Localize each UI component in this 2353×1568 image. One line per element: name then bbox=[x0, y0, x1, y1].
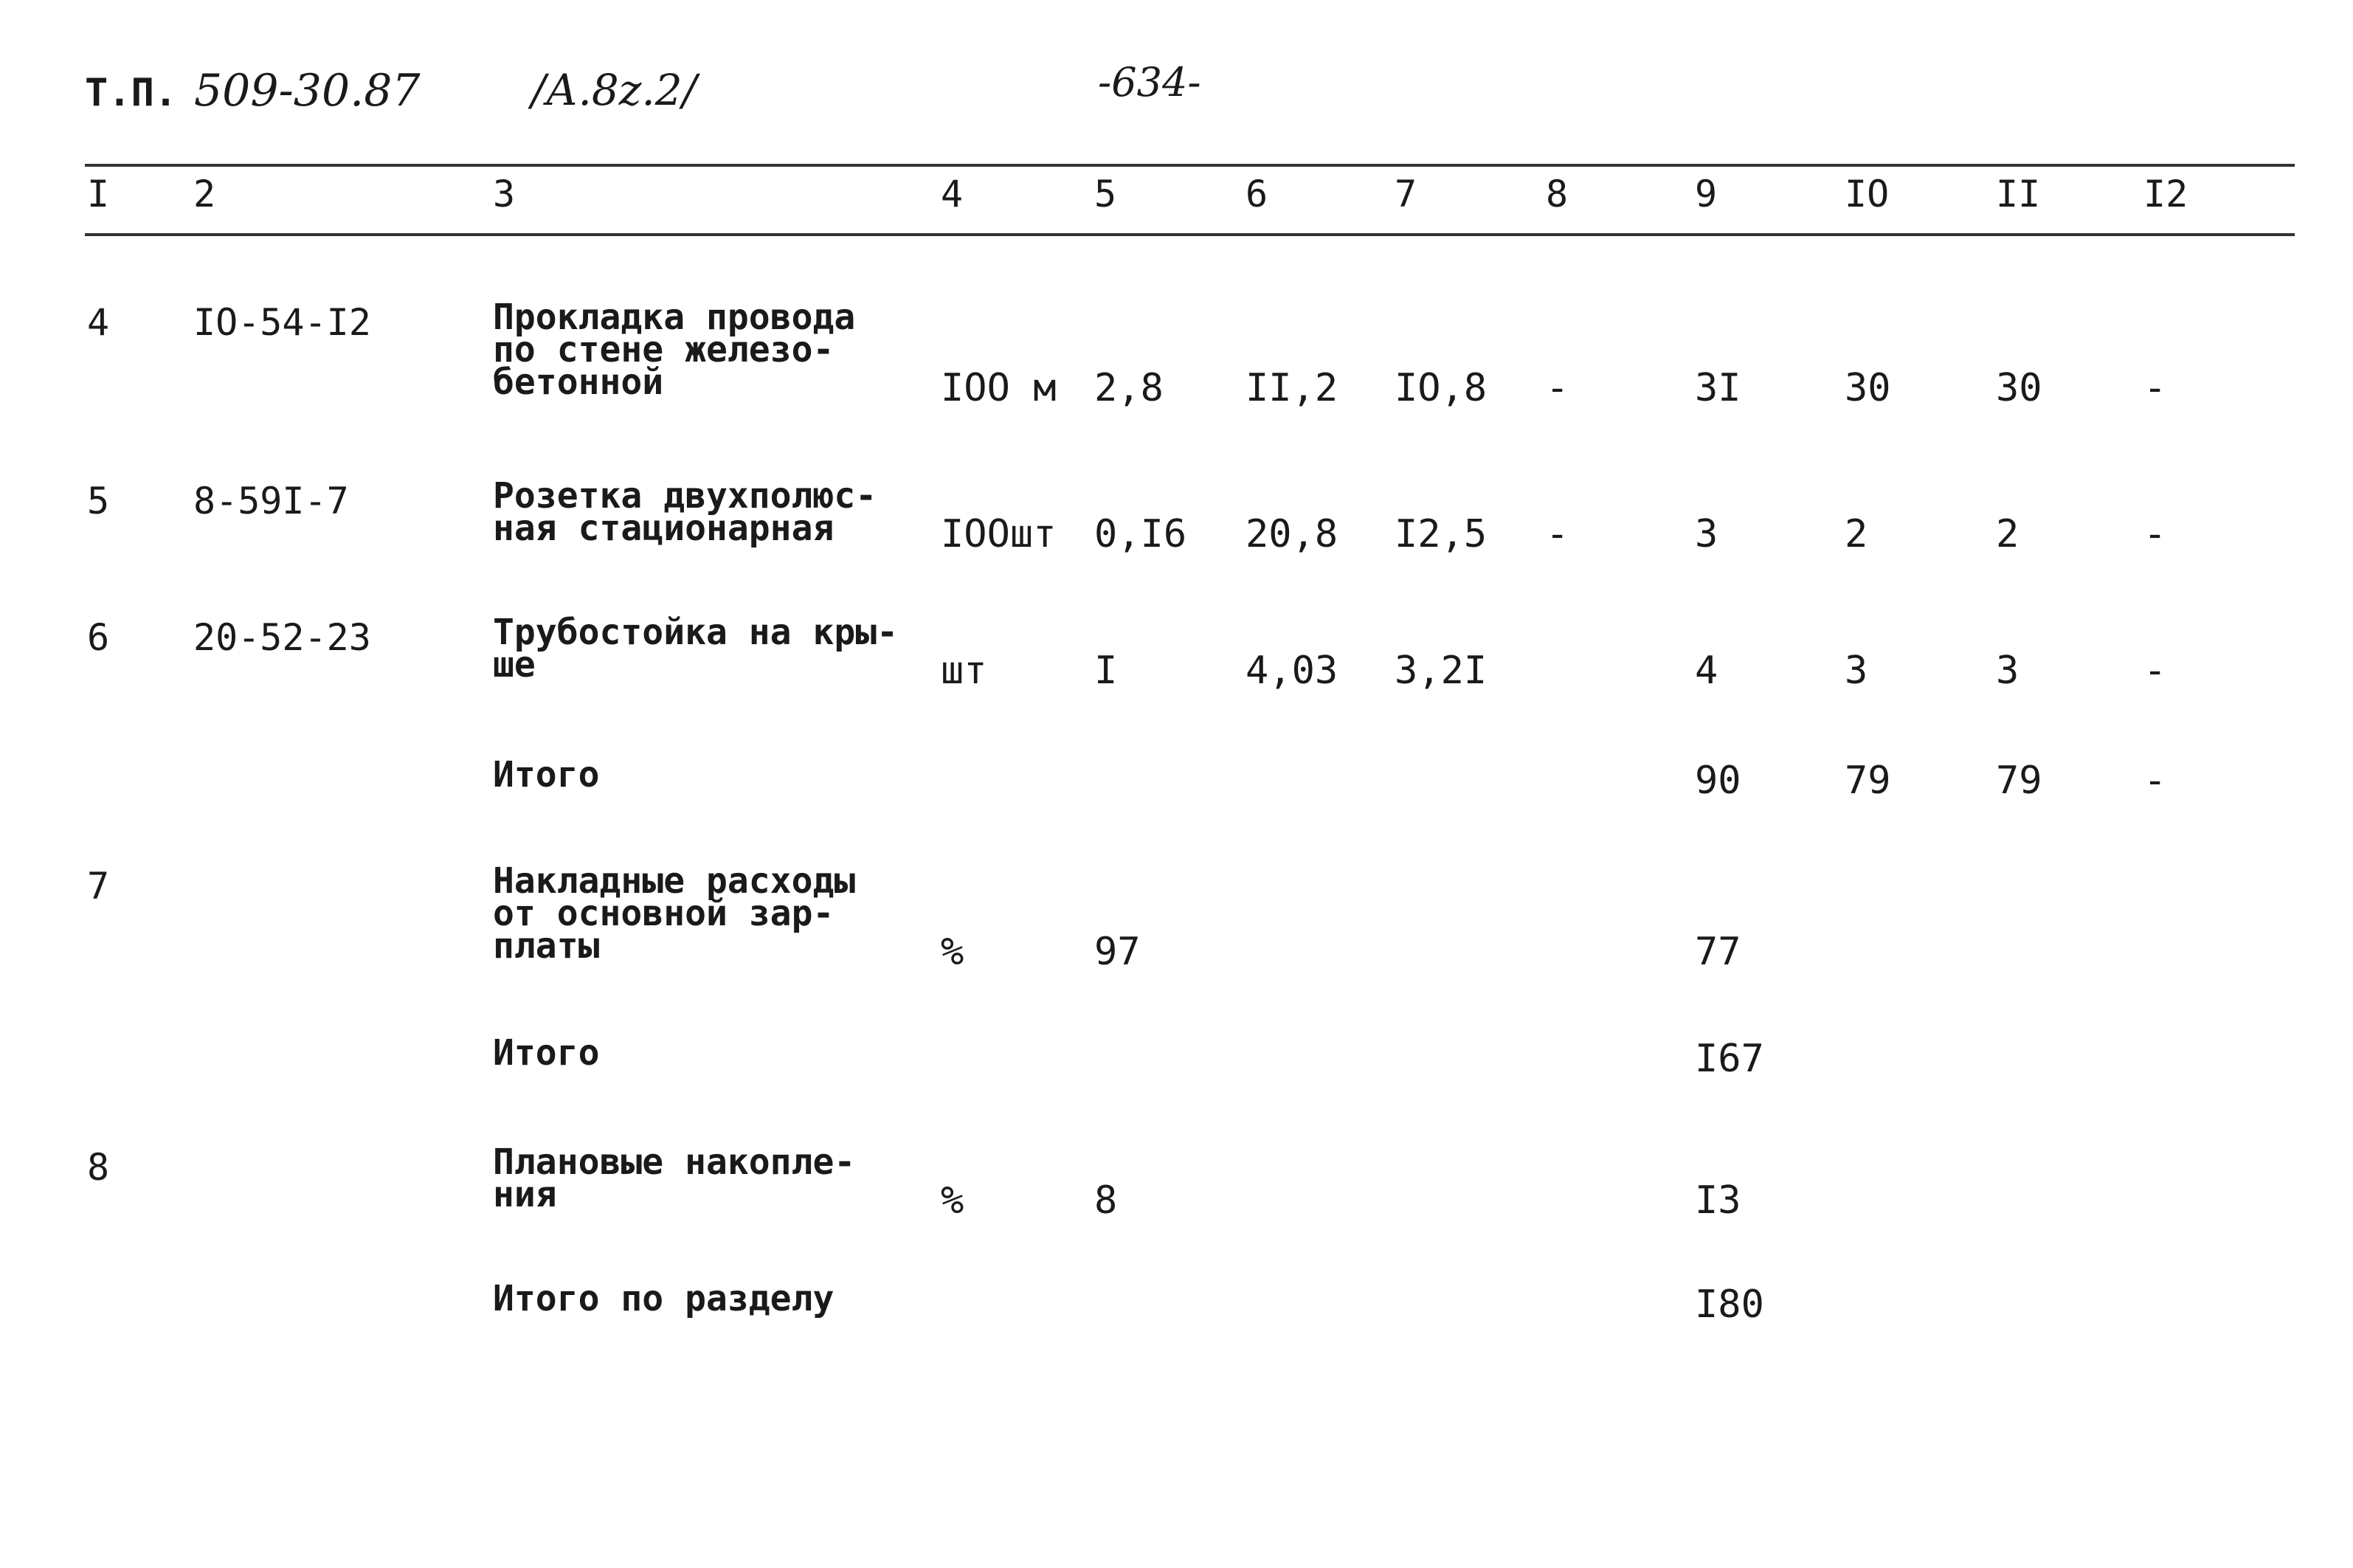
table-cell-col7: I2,5 bbox=[1395, 512, 1488, 556]
table-cell-col10: 30 bbox=[1845, 366, 1891, 410]
column-header: 2 bbox=[193, 173, 216, 215]
header-bottom-rule bbox=[85, 233, 2295, 236]
table-cell-col1: 8 bbox=[87, 1146, 110, 1189]
table-cell-col1: 4 bbox=[87, 301, 110, 344]
column-header: 6 bbox=[1245, 173, 1268, 215]
table-cell-col9: 4 bbox=[1695, 649, 1718, 693]
table-cell-col12: - bbox=[2143, 649, 2167, 693]
table-cell-col8: - bbox=[1546, 366, 1569, 410]
table-cell-col8: - bbox=[1546, 512, 1569, 556]
table-cell-col9: 90 bbox=[1695, 759, 1741, 803]
table-cell-col5: 8 bbox=[1094, 1178, 1118, 1223]
table-cell-col1: 6 bbox=[87, 616, 110, 659]
tp-number: 509-30.87 bbox=[194, 65, 421, 117]
column-header: 3 bbox=[493, 173, 516, 215]
table-cell-col5: 2,8 bbox=[1094, 366, 1164, 410]
column-header: 8 bbox=[1546, 173, 1569, 215]
table-cell-col10: 79 bbox=[1845, 759, 1891, 803]
table-cell-col4: % bbox=[941, 1178, 964, 1223]
table-cell-col9: I67 bbox=[1695, 1037, 1764, 1081]
table-cell-col11: 2 bbox=[1996, 512, 2019, 556]
table-cell-col3: Трубостойка на кры- ше bbox=[493, 612, 899, 685]
column-header: 5 bbox=[1094, 173, 1117, 215]
page-number: -634- bbox=[1098, 59, 1201, 106]
table-cell-col9: 77 bbox=[1695, 930, 1741, 974]
table-cell-col5: 0,I6 bbox=[1094, 512, 1187, 556]
table-cell-col3: Плановые накопле- ния bbox=[493, 1142, 856, 1215]
table-cell-col12: - bbox=[2143, 759, 2167, 803]
table-cell-col1: 5 bbox=[87, 480, 110, 522]
table-cell-col4: IOO м bbox=[941, 366, 1057, 410]
table-cell-col3: Итого по разделу bbox=[493, 1278, 835, 1319]
table-cell-col9: I80 bbox=[1695, 1282, 1764, 1327]
table-cell-col3: Итого bbox=[493, 754, 600, 795]
column-header: 9 bbox=[1695, 173, 1718, 215]
table-cell-col3: Розетка двухполюс- ная стационарная bbox=[493, 475, 877, 549]
table-cell-col4: % bbox=[941, 930, 964, 974]
table-cell-col10: 2 bbox=[1845, 512, 1868, 556]
table-cell-col4: шт bbox=[941, 649, 987, 693]
table-cell-col7: IO,8 bbox=[1395, 366, 1488, 410]
table-cell-col3: Накладные расходы от основной зар- платы bbox=[493, 860, 856, 967]
table-cell-col6: 4,03 bbox=[1245, 649, 1338, 693]
table-cell-col9: 3 bbox=[1695, 512, 1718, 556]
column-header: 7 bbox=[1395, 173, 1417, 215]
table-cell-col9: 3I bbox=[1695, 366, 1741, 410]
table-cell-col11: 3 bbox=[1996, 649, 2019, 693]
column-header: I2 bbox=[2143, 173, 2188, 215]
table-cell-col7: 3,2I bbox=[1395, 649, 1488, 693]
table-cell-col11: 79 bbox=[1996, 759, 2042, 803]
table-cell-col2: 20-52-23 bbox=[193, 616, 371, 659]
tp-label: Т.П. bbox=[85, 71, 178, 115]
table-cell-col11: 30 bbox=[1996, 366, 2042, 410]
table-cell-col12: - bbox=[2143, 366, 2167, 410]
table-cell-col5: I bbox=[1094, 649, 1118, 693]
table-cell-col5: 97 bbox=[1094, 930, 1141, 974]
table-cell-col2: 8-59I-7 bbox=[193, 480, 349, 522]
album-reference: /А.8z.2/ bbox=[531, 65, 697, 115]
column-header: 4 bbox=[941, 173, 964, 215]
table-cell-col2: IO-54-I2 bbox=[193, 301, 371, 344]
table-cell-col12: - bbox=[2143, 512, 2167, 556]
table-cell-col6: 20,8 bbox=[1245, 512, 1338, 556]
table-cell-col10: 3 bbox=[1845, 649, 1868, 693]
column-header: IO bbox=[1845, 173, 1890, 215]
table-cell-col3: Итого bbox=[493, 1032, 600, 1074]
table-cell-col1: 7 bbox=[87, 865, 110, 908]
column-header: II bbox=[1996, 173, 2041, 215]
table-cell-col9: I3 bbox=[1695, 1178, 1741, 1223]
table-cell-col3: Прокладка провода по стене железо- бетонной bbox=[493, 297, 856, 403]
table-cell-col6: II,2 bbox=[1245, 366, 1338, 410]
column-header: I bbox=[87, 173, 110, 215]
header-top-rule bbox=[85, 164, 2295, 167]
table-cell-col4: IOOшт bbox=[941, 512, 1057, 556]
